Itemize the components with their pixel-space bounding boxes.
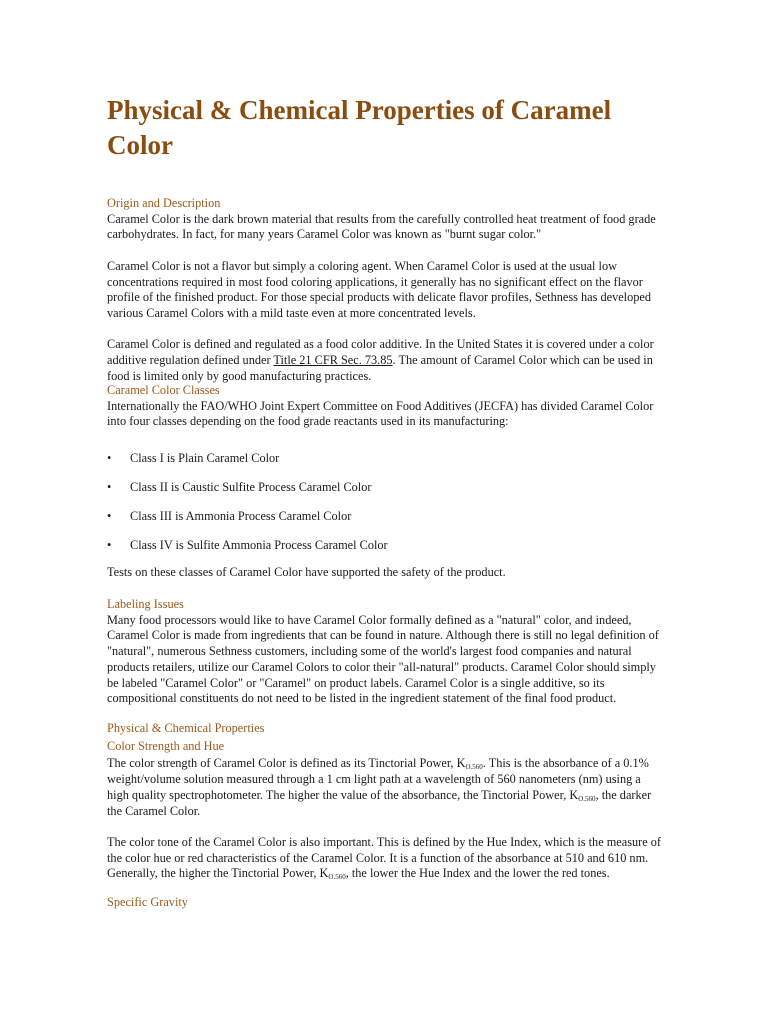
k-subscript: O.560 xyxy=(465,763,483,772)
strength-text-a: The color strength of Caramel Color is defined as its Tinctorial Power, xyxy=(107,756,457,771)
class-label: Class I is Plain Caramel Color xyxy=(130,451,280,465)
hue-paragraph xyxy=(107,835,663,882)
origin-paragraph-1: Caramel Color is the dark brown material that results from the carefully controlled heat treatment of food grade carbohydrates. In fact, for many years Caramel Color was known as "burnt sugar color." xyxy=(107,211,656,242)
labeling-paragraph: Many food processors would like to have Caramel Color formally defined as a "natural" color, and indeed, Caramel Color is made from ingredients that can be found in nature. Although there is still no legal definition of "natural", numerous Sethness customers, including some of the world's largest food companies and natural products retailers, utilize our Caramel Colors to color their "all-natural" products. Caramel Color should simply be labeled "Caramel Color" or "Caramel" on product labels. Caramel Color is a single additive, so its compositional constituents do not need to be listed in the ingredient statement of the final food product. xyxy=(107,612,659,706)
bullet-icon: • xyxy=(107,509,112,523)
hue-text-b: , the lower the Hue Index and the lower the red tones. xyxy=(345,866,610,881)
properties-section xyxy=(107,721,663,882)
bullet-icon: • xyxy=(107,451,112,465)
hue-text-a: The color tone of the Caramel Color is also important. This is defined by the Hue Index, which is the measure of the color hue or red characteristics of the Caramel Color. It is a function of the absorbance at 510 and 610 nm. Generally, the higher the Tinctorial Power, xyxy=(107,834,662,881)
k-symbol: K xyxy=(456,756,466,771)
labeling-heading: Labeling Issues xyxy=(107,597,184,611)
k-symbol: K xyxy=(569,787,579,802)
k-symbol: K xyxy=(319,866,329,881)
bullet-icon: • xyxy=(107,480,112,494)
regulation-text-after: . The amount of Caramel Color which can be used in food is limited only by good manufacturing practices. xyxy=(107,353,653,383)
origin-heading: Origin and Description xyxy=(107,196,221,210)
gravity-section xyxy=(107,895,663,911)
list-item xyxy=(107,538,663,567)
class-label: Class IV is Sulfite Ammonia Process Caramel Color xyxy=(130,538,388,552)
class-label: Class II is Caustic Sulfite Process Caramel Color xyxy=(130,480,372,494)
origin-paragraph-2: Caramel Color is not a flavor but simply a coloring agent. When Caramel Color is used at the usual low concentrations required in most food coloring applications, it generally has no significant effect on the flavor profile of the finished product. For those special products with delicate flavor profiles, Sethness has developed various Caramel Colors with a mild taste even at more concentrated levels. xyxy=(107,258,651,320)
strength-text-b: . This is the absorbance of a 0.1% weight/volume solution measured through a 1 cm light path at a wavelength of 560 nanometers (nm) using a high quality spectrophotometer. The higher the value of the absorbance, the Tinctorial Power, xyxy=(107,756,649,802)
bullet-icon: • xyxy=(107,538,112,552)
origin-section xyxy=(107,196,663,384)
classes-section xyxy=(107,383,663,430)
color-strength-heading: Color Strength and Hue xyxy=(107,738,225,753)
classes-intro: Internationally the FAO/WHO Joint Expert Committee on Food Additives (JECFA) has divided Caramel Color into four classes depending on the food grade reactants used in its manufacturing: xyxy=(107,398,654,429)
list-item xyxy=(107,451,663,480)
labeling-section xyxy=(107,597,663,707)
list-item xyxy=(107,509,663,538)
class-label: Class III is Ammonia Process Caramel Color xyxy=(130,509,352,523)
k-subscript: O.560 xyxy=(328,873,346,882)
classes-list xyxy=(107,451,663,567)
color-strength-paragraph xyxy=(107,756,663,819)
classes-outro-block xyxy=(107,565,663,581)
classes-outro: Tests on these classes of Caramel Color have supported the safety of the product. xyxy=(107,565,506,579)
list-item xyxy=(107,480,663,509)
classes-heading: Caramel Color Classes xyxy=(107,383,220,397)
regulation-text-before: Caramel Color is defined and regulated as a food color additive. In the United States it is covered under a color additive regulation defined under xyxy=(107,337,654,367)
gravity-heading: Specific Gravity xyxy=(107,895,188,909)
cfr-link[interactable]: Title 21 CFR Sec. 73.85 xyxy=(273,353,393,367)
strength-text-c: , the darker the Caramel Color. xyxy=(107,787,652,818)
properties-heading: Physical & Chemical Properties xyxy=(107,721,265,735)
origin-paragraph-3 xyxy=(107,337,663,384)
k-subscript: O.560 xyxy=(578,794,596,803)
page-title: Physical & Chemical Properties of Caramel Color xyxy=(107,95,612,160)
